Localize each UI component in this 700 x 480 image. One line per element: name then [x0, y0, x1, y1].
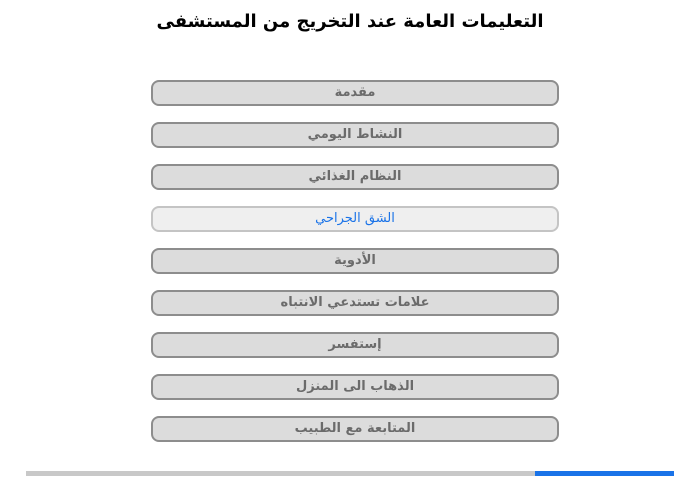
- menu-item-doctor-follow-up[interactable]: المتابعة مع الطبيب: [151, 416, 559, 442]
- progress-bar-fill: [535, 471, 674, 476]
- menu-item-inquire[interactable]: إستفسر: [151, 332, 559, 358]
- menu-item-medications[interactable]: الأدوية: [151, 248, 559, 274]
- menu-item-introduction[interactable]: مقدمة: [151, 80, 559, 106]
- menu-item-warning-signs[interactable]: علامات تستدعي الانتباه: [151, 290, 559, 316]
- menu-item-surgical-incision[interactable]: الشق الجراحي: [151, 206, 559, 232]
- page-title: التعليمات العامة عند التخريج من المستشفى: [156, 11, 544, 32]
- menu-item-diet[interactable]: النظام الغذائي: [151, 164, 559, 190]
- menu-item-going-home[interactable]: الذهاب الى المنزل: [151, 374, 559, 400]
- progress-bar: [26, 471, 674, 476]
- menu-item-daily-activity[interactable]: النشاط اليومي: [151, 122, 559, 148]
- section-menu: [151, 80, 559, 458]
